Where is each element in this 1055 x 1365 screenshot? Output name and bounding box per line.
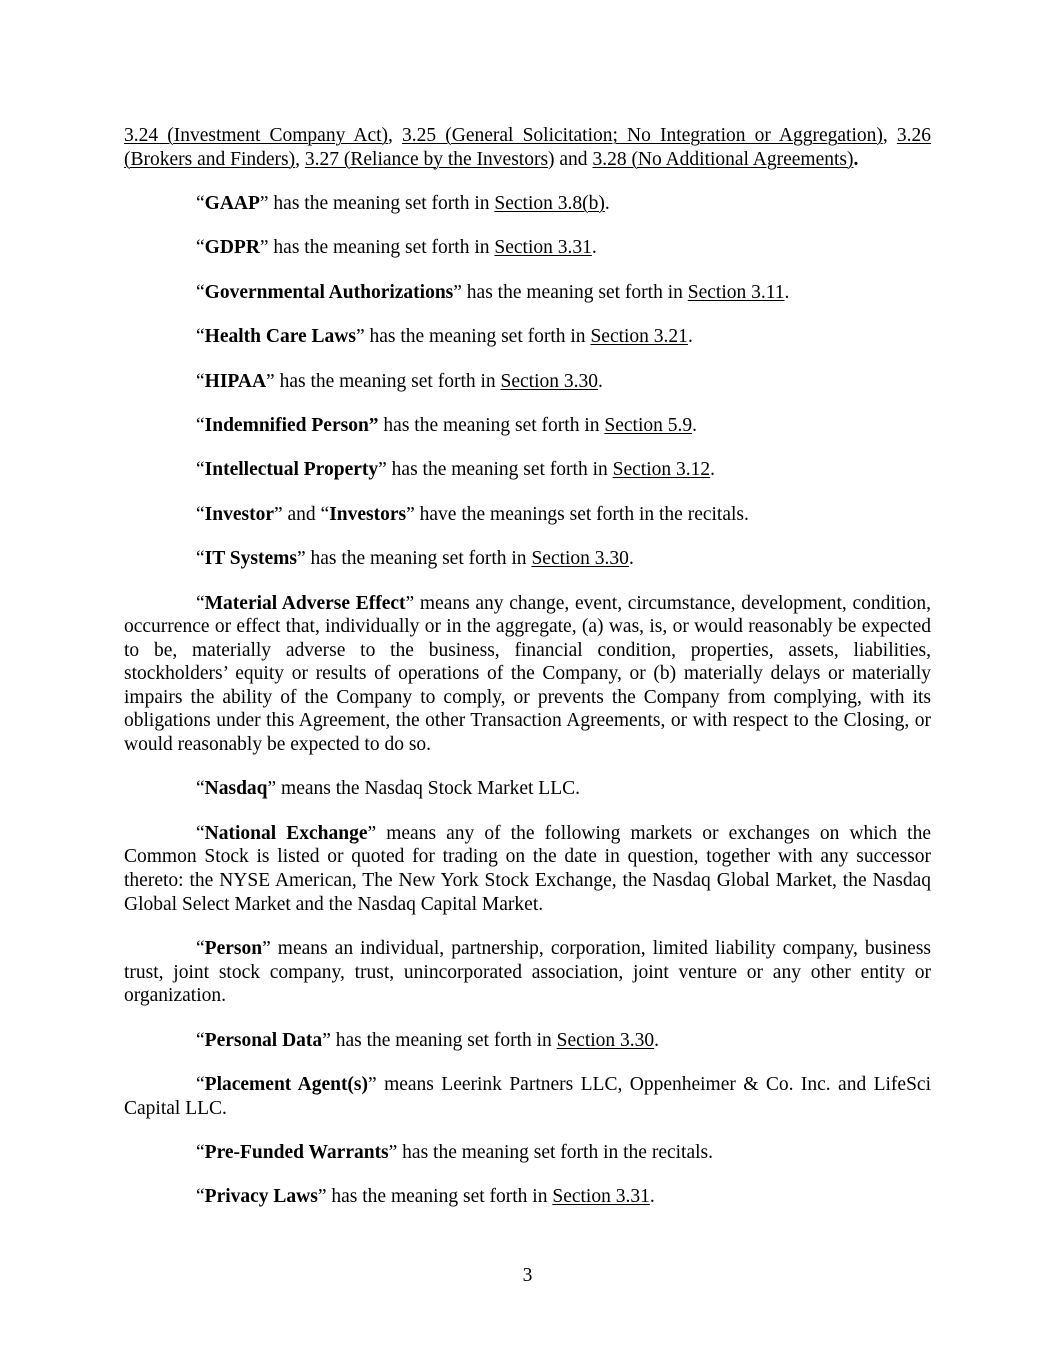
definition-text: ” means any of the following markets or exchanges on which the Common Stock is listed or quoted for trading on the date in question, together with any successor thereto: the NYSE American, The New York Stock Exchange, the Nasdaq Global Market, the Nasdaq Global Select Market and the Nasdaq Capital Market.	[124, 822, 931, 915]
section-reference[interactable]: Section 3.21	[590, 326, 688, 348]
section-reference[interactable]: Section 3.12	[612, 459, 711, 481]
definition-health-care-laws	[124, 325, 931, 349]
text: .	[784, 281, 790, 303]
definition-indemnified-person	[124, 414, 931, 438]
definition-national-exchange	[124, 822, 931, 916]
text: .	[687, 326, 693, 348]
text: ) and	[548, 148, 593, 170]
definition-nasdaq	[124, 777, 931, 801]
definition-person	[124, 937, 931, 1008]
defined-term: Placement Agent(s)	[204, 1073, 369, 1095]
definition-hipaa	[124, 370, 931, 394]
definition-text: ” means Leerink Partners LLC, Oppenheimer & Co. Inc. and LifeSci Capital LLC.	[124, 1073, 931, 1119]
text: .	[853, 148, 859, 170]
quote: “	[196, 1141, 205, 1163]
text: ,	[882, 125, 897, 146]
definition-placement-agent	[124, 1073, 931, 1120]
definition-personal-data	[124, 1029, 931, 1053]
definition-material-adverse-effect	[124, 592, 931, 757]
defined-term: Nasdaq	[204, 778, 268, 800]
document-page	[124, 124, 931, 1230]
definition-privacy-laws	[124, 1185, 931, 1209]
definition-text: ” has the meaning set forth in	[317, 1186, 553, 1208]
definition-governmental-authorizations	[124, 281, 931, 305]
definition-text: ” means an individual, partnership, corporation, limited liability company, business trust, joint stock company, trust, unincorporated association, joint venture or any other entity or organization.	[124, 938, 931, 1007]
text: .	[692, 414, 697, 436]
definition-text: ” has the meaning set forth in the recitals.	[388, 1141, 714, 1163]
section-reference[interactable]: Section 3.30	[531, 548, 629, 570]
defined-term: HIPAA	[204, 370, 267, 392]
quote: “	[196, 778, 205, 800]
definition-text: ” means any change, event, circumstance, development, condition, occurrence or effect that, individually or in the aggregate, (a) was, is, or would reasonably be expected to be, materially adverse to the business, financial condition, properties, assets, liabilities, stockholders’ equity or results of operations of the Company, or (b) materially delays or materially impairs the ability of the Company to comply, or prevents the Company from complying, with its obligations under this Agreement, the other Transaction Agreements, or with respect to the Closing, or would reasonably be expected to do so.	[124, 592, 932, 756]
section-reference[interactable]: 3.25 (General Solicitation; No Integration or Aggregation)	[402, 125, 883, 146]
definition-text: ” has the meaning set forth in	[378, 459, 613, 481]
text: .	[649, 1186, 655, 1208]
section-reference[interactable]: Section 3.8(b)	[494, 192, 605, 214]
definition-gdpr	[124, 236, 931, 260]
section-reference[interactable]: Section 5.9	[604, 414, 693, 436]
section-reference[interactable]: Section 3.31	[552, 1186, 650, 1208]
definition-text: ” have the meanings set forth in the recitals.	[406, 503, 749, 525]
defined-term: Privacy Laws	[204, 1186, 318, 1208]
defined-term: Indemnified Person”	[204, 414, 379, 436]
section-reference[interactable]: 3.27 (Reliance by the Investors	[304, 148, 549, 170]
quote: “	[196, 1073, 205, 1095]
quote: “	[196, 414, 205, 436]
quote: “	[196, 281, 205, 303]
definition-text: ” has the meaning set forth in	[453, 281, 688, 303]
section-reference[interactable]: Section 3.30	[556, 1029, 655, 1051]
quote: “	[196, 459, 205, 481]
definition-it-systems	[124, 547, 931, 571]
definition-text: ” means the Nasdaq Stock Market LLC.	[267, 778, 580, 800]
defined-term: Investor	[204, 503, 274, 525]
defined-term: Investors	[329, 503, 407, 525]
quote: “	[196, 326, 205, 348]
definition-text: has the meaning set forth in	[378, 414, 605, 436]
section-reference[interactable]: 3.24 (Investment Company Act)	[124, 125, 389, 146]
definition-text: ” has the meaning set forth in	[355, 326, 591, 348]
text: ” and “	[273, 503, 330, 525]
section-reference[interactable]: Section 3.30	[500, 370, 599, 392]
text: .	[710, 459, 715, 481]
section-reference[interactable]: 3.28 (No Additional Agreements)	[592, 148, 854, 170]
continuation-paragraph	[124, 124, 931, 171]
text: ,	[388, 125, 403, 146]
defined-term: National Exchange	[204, 822, 368, 844]
defined-term: Governmental Authorizations	[204, 281, 454, 303]
text: .	[604, 192, 610, 214]
quote: “	[196, 192, 205, 214]
definition-pre-funded-warrants	[124, 1141, 931, 1165]
quote: “	[196, 1186, 205, 1208]
defined-term: Material Adverse Effect	[204, 592, 406, 614]
definition-text: ” has the meaning set forth in	[259, 237, 495, 259]
quote: “	[196, 503, 205, 525]
text: .	[654, 1029, 660, 1051]
defined-term: Pre-Funded Warrants	[204, 1141, 389, 1163]
text: ,	[295, 148, 305, 170]
definition-text: ” has the meaning set forth in	[322, 1029, 557, 1051]
quote: “	[196, 822, 205, 844]
definition-text: ” has the meaning set forth in	[266, 370, 501, 392]
section-reference[interactable]: 3.26 (Brokers and Finders)	[124, 125, 932, 170]
definition-text: ” has the meaning set forth in	[259, 192, 495, 214]
quote: “	[196, 548, 205, 570]
definition-investor	[124, 503, 931, 527]
text: .	[591, 237, 597, 259]
section-reference[interactable]: Section 3.31	[494, 237, 592, 259]
defined-term: Person	[204, 938, 263, 960]
quote: “	[196, 370, 205, 392]
defined-term: Intellectual Property	[204, 459, 379, 481]
page-number: 3	[522, 1265, 533, 1286]
definition-gaap	[124, 192, 931, 216]
definition-text: ” has the meaning set forth in	[296, 548, 532, 570]
section-reference[interactable]: Section 3.11	[687, 281, 785, 303]
text: .	[598, 370, 603, 392]
defined-term: Personal Data	[204, 1029, 323, 1051]
definition-intellectual-property	[124, 458, 931, 482]
defined-term: Health Care Laws	[204, 326, 356, 348]
quote: “	[196, 592, 205, 614]
text: .	[628, 548, 634, 570]
defined-term: GDPR	[204, 237, 260, 259]
quote: “	[196, 1029, 205, 1051]
quote: “	[196, 938, 205, 960]
defined-term: IT Systems	[204, 548, 297, 570]
defined-term: GAAP	[204, 192, 260, 214]
quote: “	[196, 237, 205, 259]
